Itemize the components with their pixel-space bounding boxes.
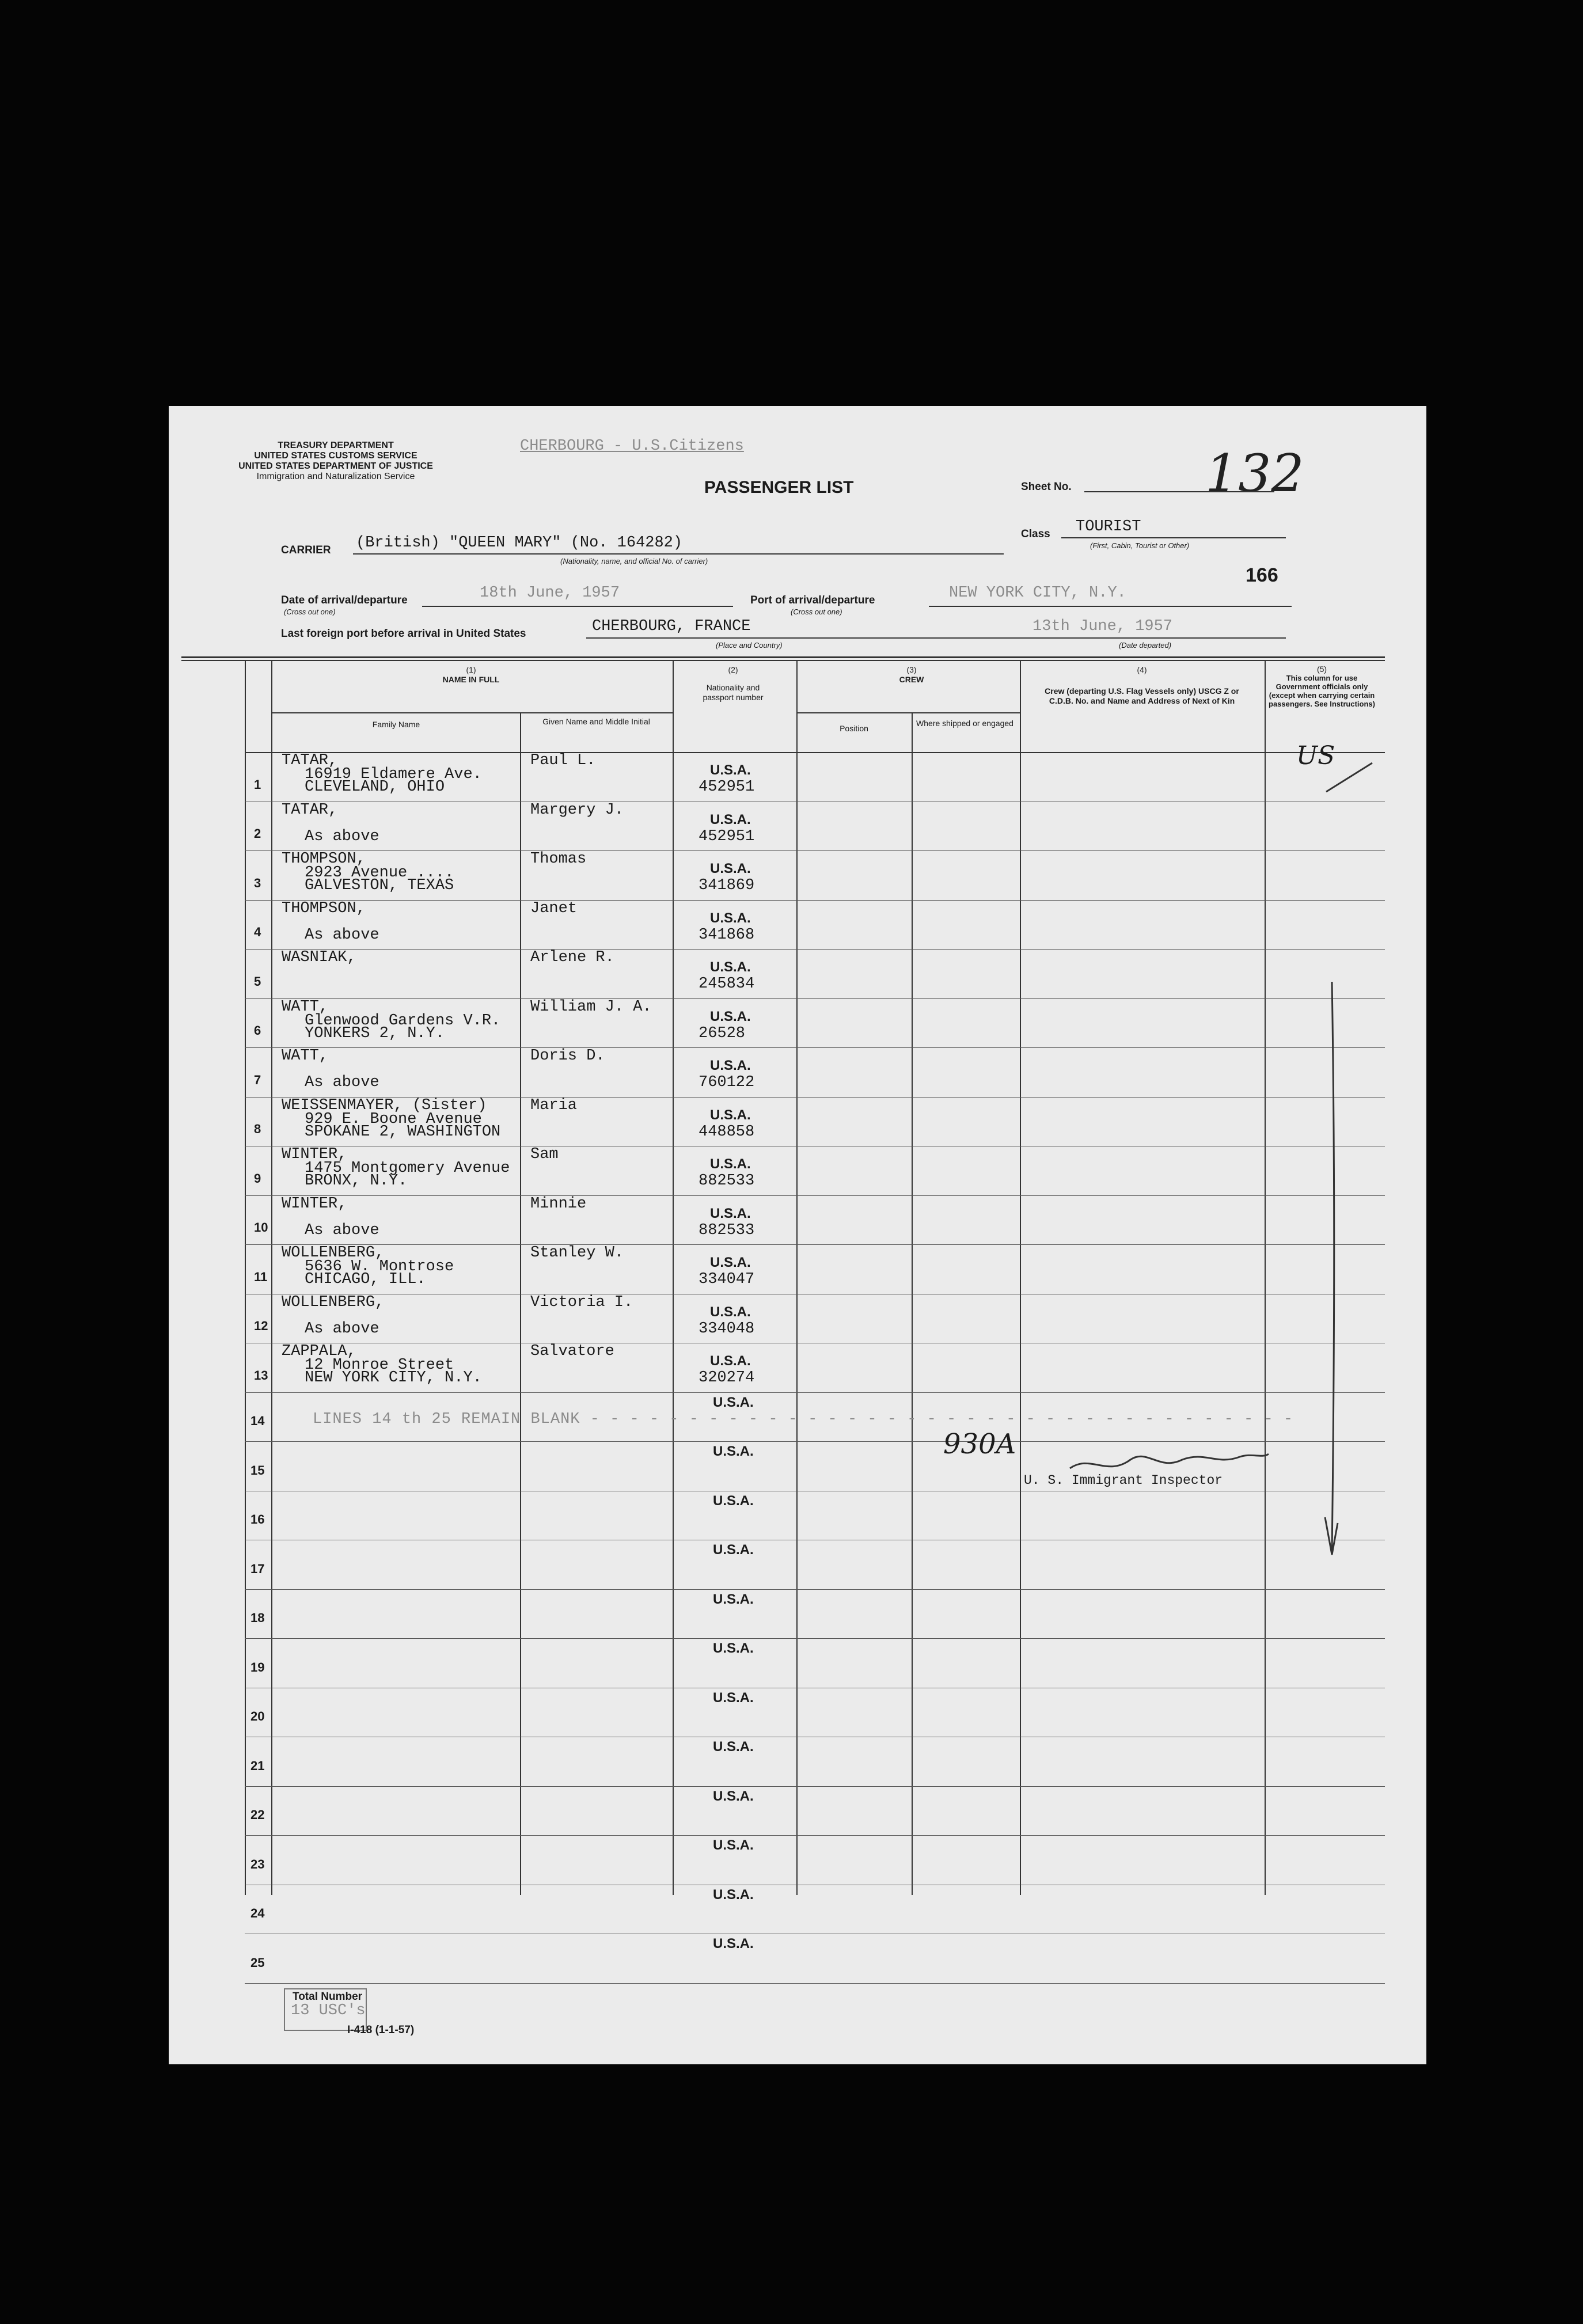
line-number: 1: [254, 777, 261, 792]
line-number: 7: [254, 1072, 261, 1087]
date-underline: [422, 606, 733, 607]
family-name: WINTER,: [282, 1146, 347, 1163]
address-line-1: 929 E. Boone Avenue: [305, 1110, 482, 1128]
class-label: Class: [1021, 528, 1050, 540]
nationality: U.S.A.: [710, 1107, 751, 1123]
passenger-list-sheet: [169, 406, 1426, 2064]
family-name: THOMPSON,: [282, 899, 366, 917]
given-name: Thomas: [530, 850, 587, 868]
nationality: U.S.A.: [713, 1886, 754, 1903]
address-line-1: As above: [305, 1074, 379, 1091]
nationality: U.S.A.: [713, 1936, 754, 1951]
passport-number: 452951: [699, 827, 755, 845]
nationality: U.S.A.: [713, 1394, 754, 1410]
family-name: WASNIAK,: [282, 949, 356, 966]
given-name: Maria: [530, 1096, 578, 1114]
nationality: U.S.A.: [710, 910, 751, 926]
line-number: 5: [254, 974, 261, 989]
line-number: 11: [254, 1269, 268, 1284]
line-number: 16: [250, 1512, 265, 1526]
class-value: TOURIST: [1076, 518, 1141, 536]
total-value: 13 USC's: [291, 2002, 366, 2019]
table-row: [169, 998, 1426, 1048]
col5-number: (5): [1316, 664, 1327, 674]
given-name: Victoria I.: [530, 1293, 633, 1311]
address-line-1: 2923 Avenue ....: [305, 864, 454, 882]
col3-subrule: [796, 712, 1021, 713]
carrier-value: (British) "QUEEN MARY" (No. 164282): [356, 534, 683, 552]
carrier-underline: [353, 553, 1004, 555]
remain-blank-note: LINES 14 th 25 REMAIN BLANK - - - - - - - - - - - - - - - - - - - - - - - - - - - - - - - - - - - -: [313, 1411, 1294, 1428]
line-number: 21: [250, 1758, 265, 1773]
address-line-1: As above: [305, 1221, 379, 1239]
inspector-text: U. S. Immigrant Inspector: [1024, 1473, 1223, 1488]
col1-header: [272, 665, 670, 685]
table-row: [169, 1195, 1426, 1245]
given-name: Sam: [530, 1146, 559, 1163]
total-label-wrap: [293, 1991, 362, 2003]
col3-header: [796, 665, 1027, 685]
address-line-1: 5636 W. Montrose: [305, 1258, 454, 1275]
address-line-2: SPOKANE 2, WASHINGTON: [305, 1123, 501, 1141]
sheet-underline: [1084, 491, 1274, 492]
passport-number: 245834: [699, 975, 755, 993]
line-number: 9: [254, 1171, 261, 1186]
line-number: 25: [250, 1955, 265, 1970]
table-row-blank: [169, 1934, 1426, 1983]
passport-number: 341869: [699, 877, 755, 894]
table-row: [169, 802, 1426, 851]
table-row: [169, 1294, 1426, 1343]
page-number: 166: [1246, 564, 1278, 586]
line-number: 18: [250, 1611, 265, 1625]
line-number: 3: [254, 875, 261, 890]
line-number: 24: [250, 1906, 265, 1920]
nationality: U.S.A.: [710, 762, 751, 778]
inspector-signature: [1067, 1442, 1274, 1483]
nationality: U.S.A.: [713, 1837, 754, 1853]
date-departed-underline: [963, 637, 1286, 639]
nationality: U.S.A.: [710, 1255, 751, 1270]
nationality: U.S.A.: [710, 1205, 751, 1221]
nationality: U.S.A.: [713, 1542, 754, 1558]
form-id: I-418 (1-1-57): [347, 2024, 415, 2036]
col5-mark: US: [1296, 741, 1335, 770]
table-row: [169, 850, 1426, 900]
nationality: U.S.A.: [713, 1641, 754, 1656]
line-number: 20: [250, 1709, 265, 1723]
sheet-number: 132: [1205, 443, 1304, 504]
date-departed-note: (Date departed): [1119, 641, 1172, 650]
given-name: Salvatore: [530, 1343, 614, 1360]
last-port-value: CHERBOURG, FRANCE: [592, 618, 751, 635]
table-top-rule: [181, 656, 1385, 658]
line-number: 13: [254, 1368, 268, 1383]
col4-number: (4): [1137, 665, 1147, 674]
table-top-rule-2: [181, 660, 1385, 661]
family-name: THOMPSON,: [282, 850, 366, 868]
col5-header: [1266, 665, 1378, 708]
family-name: TATAR,: [282, 752, 338, 769]
passport-number: 334047: [699, 1271, 755, 1288]
address-line-2: GALVESTON, TEXAS: [305, 877, 454, 894]
passport-number: 882533: [699, 1221, 755, 1239]
address-line-1: 12 Monroe Street: [305, 1357, 454, 1374]
date-departed-value: 13th June, 1957: [1032, 618, 1173, 635]
table-row-blank: [169, 1688, 1426, 1737]
class-underline: [1061, 537, 1286, 538]
nationality: U.S.A.: [710, 1304, 751, 1320]
sheet-label: Sheet No.: [1021, 481, 1072, 493]
family-name: WATT,: [282, 998, 329, 1016]
table-row-blank: [169, 1786, 1426, 1836]
dept-line: Immigration and Naturalization Service: [256, 472, 415, 481]
table-row-blank: [169, 1885, 1426, 1934]
nationality: U.S.A.: [710, 1353, 751, 1369]
line-number: 15: [250, 1463, 265, 1478]
class-note: (First, Cabin, Tourist or Other): [1090, 541, 1190, 550]
table-row: [169, 900, 1426, 950]
given-name: Arlene R.: [530, 949, 614, 966]
given-name: Stanley W.: [530, 1244, 624, 1262]
date-value: 18th June, 1957: [480, 584, 620, 602]
family-name-header: Family Name: [372, 720, 420, 729]
where-shipped-header: Where shipped or engaged: [916, 719, 1013, 728]
nationality: U.S.A.: [713, 1493, 754, 1509]
dept-line: UNITED STATES DEPARTMENT OF JUSTICE: [238, 461, 433, 471]
table-row-blank: [169, 1737, 1426, 1786]
nationality: U.S.A.: [710, 959, 751, 975]
given-name: Paul L.: [530, 752, 596, 769]
family-name: WOLLENBERG,: [282, 1244, 385, 1262]
last-port-note: (Place and Country): [716, 641, 783, 650]
line-number: 8: [254, 1122, 261, 1136]
table-row: [169, 1146, 1426, 1195]
col5-title: This column for use Government officials only (except when carrying certain passengers. See Instructions): [1269, 674, 1375, 708]
nationality: U.S.A.: [713, 1788, 754, 1804]
table-row-blank: [169, 1491, 1426, 1540]
address-line-1: As above: [305, 926, 379, 944]
nationality: U.S.A.: [713, 1444, 754, 1459]
col3-number: (3): [906, 665, 917, 674]
stamp-top: CHERBOURG - U.S.Citizens: [520, 438, 744, 455]
given-name: Minnie: [530, 1195, 587, 1213]
line-number: 6: [254, 1023, 261, 1038]
given-name: Janet: [530, 899, 578, 917]
line-number: 23: [250, 1856, 265, 1871]
passport-number: 452951: [699, 779, 755, 796]
table-row-blank: [169, 1589, 1426, 1639]
table-row-blank: [169, 1638, 1426, 1688]
last-port-underline: [586, 637, 972, 639]
department-header: [192, 441, 480, 482]
dept-line: UNITED STATES CUSTOMS SERVICE: [254, 451, 417, 461]
passport-number: 341868: [699, 926, 755, 944]
col4-header: [1021, 665, 1263, 706]
port-label: Port of arrival/departure: [750, 594, 875, 606]
nationality: U.S.A.: [710, 811, 751, 827]
address-line-2: BRONX, N.Y.: [305, 1172, 408, 1190]
last-port-label: Last foreign port before arrival in United States: [281, 628, 526, 640]
total-label: Total Number: [293, 1991, 363, 2003]
port-note: (Cross out one): [791, 607, 842, 616]
line-number: 10: [254, 1220, 268, 1235]
address-line-1: As above: [305, 827, 379, 845]
nationality: U.S.A.: [710, 1008, 751, 1024]
port-value: NEW YORK CITY, N.Y.: [949, 584, 1126, 602]
line-number: 14: [250, 1414, 265, 1428]
address-line-2: CHICAGO, ILL.: [305, 1271, 426, 1288]
line-number: 17: [250, 1561, 265, 1576]
line-number: 22: [250, 1807, 265, 1822]
col2-number: (2): [728, 665, 738, 674]
table-row: [169, 949, 1426, 998]
table-row-blank: [169, 1540, 1426, 1589]
family-name: WATT,: [282, 1047, 329, 1065]
family-name: WEISSENMAYER, (Sister): [282, 1096, 487, 1114]
date-note: (Cross out one): [284, 607, 336, 616]
col4-title: Crew (departing U.S. Flag Vessels only) USCG Z or C.D.B. No. and Name and Address of Next of Kin: [1045, 686, 1239, 705]
family-name: WOLLENBERG,: [282, 1293, 385, 1311]
given-name: Doris D.: [530, 1047, 605, 1065]
nationality: U.S.A.: [710, 1156, 751, 1172]
address-line-1: 1475 Montgomery Avenue: [305, 1160, 510, 1177]
col1-title: NAME IN FULL: [442, 675, 500, 684]
passport-number: 26528: [699, 1024, 746, 1042]
col5-check-line: [1315, 751, 1384, 1581]
passport-number: 320274: [699, 1369, 755, 1387]
family-name: TATAR,: [282, 801, 338, 819]
table-row-blank: [169, 1835, 1426, 1885]
nationality: U.S.A.: [710, 861, 751, 876]
passport-number: 882533: [699, 1172, 755, 1190]
table-row: [169, 1097, 1426, 1146]
line-number: 4: [254, 925, 261, 939]
line-number: 12: [254, 1319, 268, 1333]
line-number: 19: [250, 1660, 265, 1674]
dept-line: TREASURY DEPARTMENT: [278, 441, 394, 450]
carrier-note: (Nationality, name, and official No. of carrier): [560, 557, 708, 565]
table-row: [169, 752, 1426, 802]
table-row: [169, 1047, 1426, 1097]
address-line-2: CLEVELAND, OHIO: [305, 779, 445, 796]
family-name: WINTER,: [282, 1195, 347, 1213]
address-line-1: 16919 Eldamere Ave.: [305, 766, 482, 783]
position-header: Position: [840, 724, 868, 733]
col1-number: (1): [466, 665, 476, 674]
col2-header: [673, 665, 794, 702]
address-line-2: NEW YORK CITY, N.Y.: [305, 1369, 482, 1387]
address-line-1: Glenwood Gardens V.R.: [305, 1012, 501, 1030]
nationality: U.S.A.: [713, 1739, 754, 1755]
carrier-label: CARRIER: [281, 544, 331, 556]
date-label: Date of arrival/departure: [281, 594, 408, 606]
passport-number: 448858: [699, 1123, 755, 1141]
given-name-header: Given Name and Middle Initial: [542, 717, 650, 726]
row-rule: [245, 1983, 1385, 1984]
inspector-mark: 930A: [943, 1428, 1016, 1460]
table-row: [169, 1244, 1426, 1294]
col2-title: Nationality and passport number: [703, 683, 764, 702]
address-line-1: As above: [305, 1320, 379, 1338]
given-name: William J. A.: [530, 998, 652, 1016]
form-title: PASSENGER LIST: [704, 478, 854, 497]
col3-title: CREW: [899, 675, 924, 684]
family-name: ZAPPALA,: [282, 1343, 356, 1360]
nationality: U.S.A.: [713, 1591, 754, 1607]
nationality: U.S.A.: [710, 1058, 751, 1073]
line-number: 2: [254, 826, 261, 841]
given-name: Margery J.: [530, 801, 624, 819]
nationality: U.S.A.: [713, 1689, 754, 1706]
port-underline: [929, 606, 1292, 607]
address-line-2: YONKERS 2, N.Y.: [305, 1024, 445, 1042]
passport-number: 334048: [699, 1320, 755, 1338]
table-row: [169, 1343, 1426, 1392]
col1-subrule: [272, 712, 673, 713]
remain-blank-text: LINES 14 th 25 REMAIN BLANK: [313, 1411, 580, 1428]
passport-number: 760122: [699, 1074, 755, 1091]
